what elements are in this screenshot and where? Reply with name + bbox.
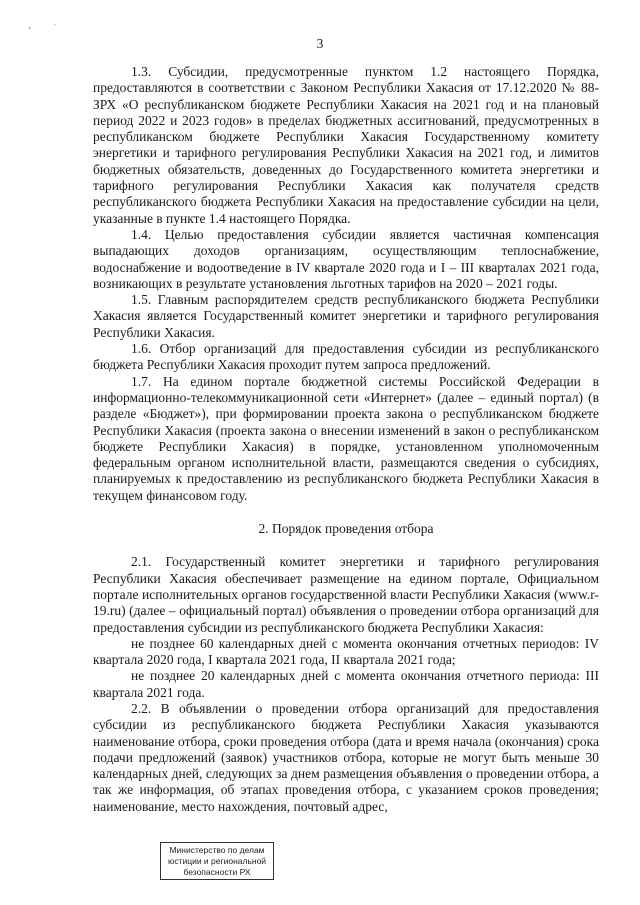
paragraph-1-3: 1.3. Субсидии, предусмотренные пунктом 1.2 настоящего Порядка, предоставляются в соответствии с Законом Республики Хакасия от 17.12.2020 № 88-ЗРХ «О республиканском бюджете Республики Хакасия на 2021 год и на плановый период 2022 и 2023 годов» в пределах бюджетных ассигнований, предусмотренных в республиканском бюджете Республики Хакасия Государственному комитету энергетики и тарифного регулирования Республики Хакасия на 2021 год, и лимитов бюджетных обязательств, доведенных до Государственного комитета энергетики и тарифного регулирования Республики Хакасия как получателя средств республиканского бюджета Республики Хакасия на предоставление субсидии на цели, указанные в пункте 1.4 настоящего Порядка. (93, 64, 599, 226)
paragraph-2-2: 2.2. В объявлении о проведении отбора организаций для предоставления субсидии из республиканского бюджета Республики Хакасия указываются наименование отбора, сроки проведения отбора (дата и время начала (окончания) срока подачи предложений (заявок) участников отбора, которые не могут быть меньше 30 календарных дней, следующих за днем размещения объявления о проведении отбора, а так же информация, об этапах проведения отбора, с указанием сроков проведения; наименование, место нахождения, почтовый адрес, (93, 700, 599, 814)
document-body (93, 64, 599, 815)
paragraph-1-4: 1.4. Целью предоставления субсидии является частичная компенсация выпадающих доходов организациям, осуществляющим теплоснабжение, водоснабжение и водоотведение в IV квартале 2020 года и I – III кварталах 2021 года, возникающих в результате установления льготных тарифов на 2020 – 2021 годы. (93, 226, 599, 291)
paragraph-deadline-60: не позднее 60 календарных дней с момента окончания отчетных периодов: IV квартала 2020 года, I квартала 2021 года, II квартала 2021 года; (93, 635, 599, 668)
scan-marks: ‚ · (28, 20, 67, 30)
stamp-line-3: безопасности РХ (183, 867, 251, 877)
section-heading: 2. Порядок проведения отбора (258, 521, 434, 537)
stamp-line-2: юстиции и региональной (167, 856, 267, 866)
page-number: 3 (316, 36, 324, 51)
paragraph-deadline-20: не позднее 20 календарных дней с момента окончания отчетного периода: III квартала 2021 года. (93, 668, 599, 700)
paragraph-1-7: 1.7. На едином портале бюджетной системы Российской Федерации в информационно-телекоммуникационной сети «Интернет» (далее – единый портал) (в разделе «Бюджет»), при формировании проекта закона о республиканском бюджете Республики Хакасия (проекта закона о внесении изменений в закон о республиканском бюджете Республики Хакасия) в порядке, установленном уполномоченным федеральным органом исполнительной власти, размещаются сведения о субсидиях, планируемых к предоставлению из республиканского бюджета Республики Хакасия в текущем финансовом году. (93, 373, 599, 503)
paragraph-1-5: 1.5. Главным распорядителем средств республиканского бюджета Республики Хакасия является Государственный комитет энергетики и тарифного регулирования Республики Хакасия. (93, 292, 599, 340)
ministry-stamp (160, 842, 274, 880)
paragraph-1-6: 1.6. Отбор организаций для предоставления субсидии из республиканского бюджета Республики Хакасия проходит путем запроса предложений. (93, 341, 599, 373)
stamp-line-1: Министерство по делам (169, 845, 265, 855)
paragraph-2-1: 2.1. Государственный комитет энергетики и тарифного регулирования Республики Хакасия обеспечивает размещение на едином портале, Официальном портале исполнительных органов государственной власти Республики Хакасия (www.r-19.ru) (далее – официальный портал) объявления о проведении отбора организаций для предоставления субсидии из республиканского бюджета Республики Хакасия: (93, 554, 599, 635)
